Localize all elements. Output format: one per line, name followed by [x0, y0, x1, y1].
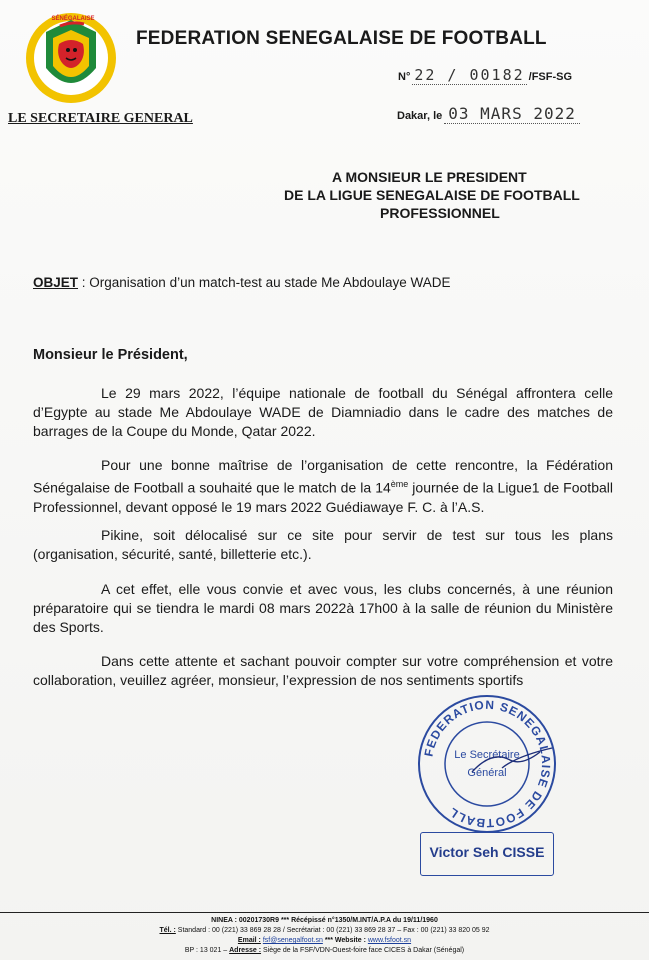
organization-title: FEDERATION SENEGALAISE DE FOOTBALL: [136, 28, 547, 49]
footer-line-2: Tél. : Standard : 00 (221) 33 869 28 28 / Secrétariat : 00 (221) 33 869 28 37 – Fax : 00 (221) 33 820 05 92: [159, 927, 490, 934]
stamp-center-line-2: Général: [467, 767, 507, 779]
recipient-line-1: A MONSIEUR LE PRESIDENT: [332, 169, 527, 185]
ref-number: 22 / 00182: [414, 66, 525, 84]
date-value: 03 MARS 2022: [444, 104, 580, 124]
salutation: Monsieur le Président,: [33, 347, 188, 363]
subject-text: : Organisation d’un match-test au stade Me Abdoulaye WADE: [78, 275, 451, 290]
reference-number: [398, 66, 572, 85]
paragraph-2: Pour une bonne maîtrise de l’organisation de cette rencontre, la Fédération Sénégalaise de Football a souhaité que le match de la 14ème journée de la Ligue1 de Football Professionnel, devant opposé le 19 mars 2022 Guédiawaye F. C. à l’A.S.: [33, 457, 613, 515]
recipient-block: [280, 168, 610, 222]
date-prefix: Dakar, le: [397, 110, 443, 122]
paragraph-5: Dans cette attente et sachant pouvoir compter sur votre compréhension et votre collaboration, veuillez agréer, monsieur, l’expression de nos sentiments sportifs: [33, 653, 613, 688]
logo-arc-text: SÉNÉGALAISE: [51, 16, 95, 22]
letter-date: [397, 104, 580, 124]
footer-line-4: BP : 13 021 – Adresse : Siège de la FSF/VDN-Ouest-foire face CICES à Dakar (Sénégal): [184, 947, 465, 954]
subject-line: [33, 275, 450, 290]
subject-label: OBJET: [33, 275, 79, 290]
letter-footer: [0, 916, 649, 956]
footer-line-1: NINEA : 00201730R9 *** Récépissé n°1350/M.INT/A.P.A du 19/11/1960: [211, 917, 438, 924]
federation-stamp: [412, 690, 562, 838]
recipient-line-3: PROFESSIONNEL: [380, 205, 500, 221]
recipient-line-2: DE LA LIGUE SENEGALAISE DE FOOTBALL: [284, 187, 580, 203]
stamp-ring-text: FEDERATION SENEGALAISE DE FOOTBALL: [421, 697, 554, 831]
signer-name: Victor Seh CISSE: [429, 844, 545, 860]
ref-suffix: /FSF-SG: [528, 71, 573, 83]
footer-email-link[interactable]: fsf@senegalfoot.sn: [262, 937, 323, 944]
sender-role: LE SECRETAIRE GENERAL: [8, 111, 193, 126]
paragraph-4: A cet effet, elle vous convie et avec vous, les clubs concernés, à une réunion préparatoire qui se tiendra le mardi 08 mars 2022à 17h00 à la salle de réunion du Ministère des Sports.: [33, 581, 613, 635]
paragraph-1: Le 29 mars 2022, l’équipe nationale de football du Sénégal affrontera celle d’Egypte au stade Me Abdoulaye WADE de Diamniadio dans le cadre des matches de barrages de la Coupe du Monde, Qatar 2022.: [33, 385, 613, 439]
stamp-center-line-1: Le Secrétaire: [454, 749, 520, 761]
paragraph-3: Pikine, soit délocalisé sur ce site pour servir de test sur tous les plans (organisation, sécurité, santé, billetterie etc.).: [33, 527, 613, 562]
fsf-lion-logo: [22, 10, 120, 106]
footer-divider: [0, 912, 649, 913]
ref-prefix: N°: [398, 71, 411, 83]
svg-text:FEDERATION SENEGALAISE DE FOOT: [421, 698, 553, 830]
footer-line-3: Email : fsf@senegalfoot.sn *** Website : www.fsfoot.sn: [237, 937, 412, 944]
footer-website-link[interactable]: www.fsfoot.sn: [367, 937, 412, 944]
